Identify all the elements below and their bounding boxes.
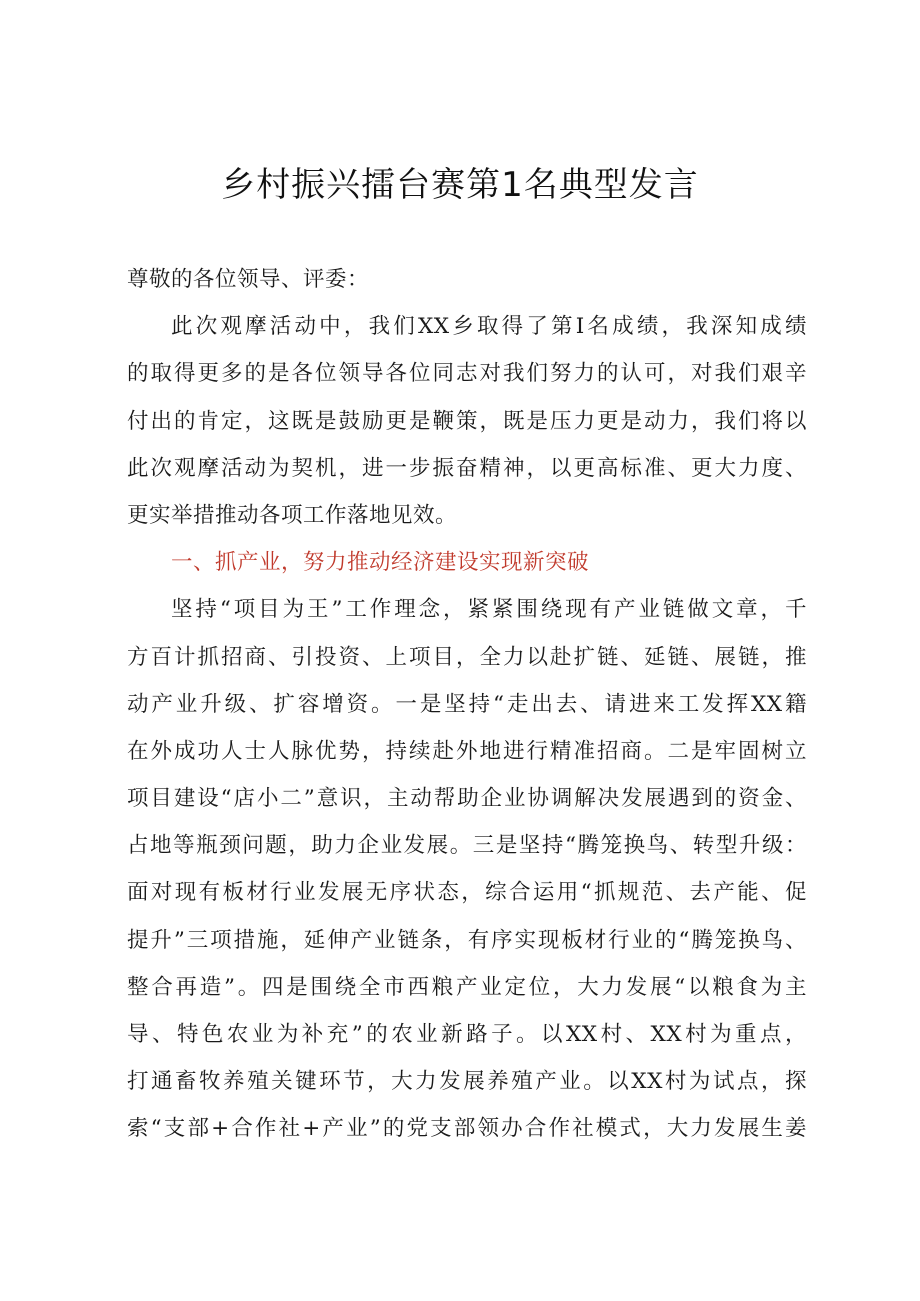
salutation: 尊敬的各位领导、评委： <box>127 267 370 292</box>
paragraph-2-line: 坚持“项目为王”工作理念，紧紧围绕现有产业链做文章，千 <box>171 597 807 623</box>
paragraph-1-line: 此次观摩活动为契机，进一步振奋精神，以更高标准、更大力度、 <box>127 455 807 481</box>
paragraph-2-line: 占地等瓶颈问题，助力企业发展。三是坚持“腾笼换鸟、转型升级： <box>127 833 807 859</box>
paragraph-1-line: 更实举措推动各项工作落地见效。 <box>127 502 458 528</box>
paragraph-1-line: 付出的肯定，这既是鼓励更是鞭策，既是压力更是动力，我们将以 <box>127 408 807 434</box>
paragraph-2-line: 动产业升级、扩容增资。一是坚持“走出去、请进来工发挥XX籍 <box>127 691 807 717</box>
paragraph-2-line: 项目建设“店小二”意识，主动帮助企业协调解决发展遇到的资金、 <box>127 786 807 812</box>
document-body <box>127 256 807 1153</box>
paragraph-1-line: 的取得更多的是各位领导各位同志对我们努力的认可，对我们艰辛 <box>127 361 807 387</box>
paragraph-2-line: 在外成功人士人脉优势，持续赴外地进行精准招商。二是牢固树立 <box>127 738 807 764</box>
section-heading: 一、抓产业，努力推动经济建设实现新突破 <box>171 550 590 576</box>
paragraph-2 <box>127 586 807 1152</box>
paragraph-1-line: 此次观摩活动中，我们XX乡取得了第Ⅰ名成绩，我深知成绩 <box>171 314 807 340</box>
paragraph-2-line: 整合再造”。四是围绕全市西粮产业定位，大力发展“以粮食为主 <box>127 974 807 1000</box>
paragraph-2-line: 提升”三项措施，延伸产业链条，有序实现板材行业的“腾笼换鸟、 <box>127 927 807 953</box>
document-title: 乡村振兴擂台赛第1名典型发言 <box>221 165 699 205</box>
paragraph-2-line: 导、特色农业为补充”的农业新路子。以XX村、XX村为重点， <box>127 1022 807 1047</box>
paragraph-2-line: 索“支部+合作社+产业”的党支部领办合作社模式，大力发展生姜 <box>127 1116 807 1142</box>
paragraph-2-line: 方百计抓招商、引投资、上项目，全力以赴扩链、延链、展链，推 <box>127 644 807 670</box>
paragraph-1 <box>127 303 807 539</box>
paragraph-2-line: 面对现有板材行业发展无序状态，综合运用“抓规范、去产能、促 <box>127 880 807 906</box>
paragraph-2-line: 打通畜牧养殖关键环节，大力发展养殖产业。以XX村为试点，探 <box>127 1069 807 1095</box>
